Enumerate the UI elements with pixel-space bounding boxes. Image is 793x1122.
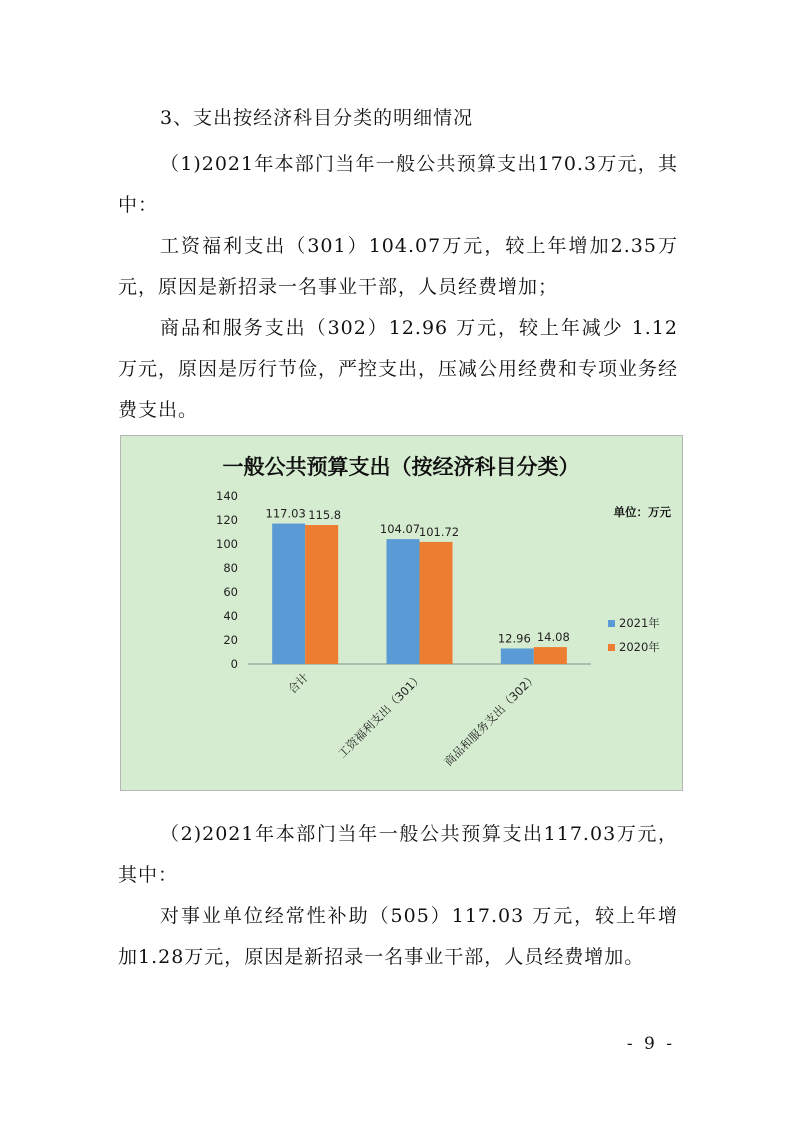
y-tick-label: 100 [216, 537, 238, 551]
paragraph-subsidy: 对事业单位经常性补助（505）117.03 万元，较上年增加1.28万元，原因是新招录一名事业干部，人员经费增加。 [118, 905, 678, 968]
category-label: 商品和服务支出（302） [441, 670, 540, 769]
bar-2021-0 [272, 524, 305, 664]
y-tick-label: 40 [223, 609, 238, 623]
bar-value-label: 115.8 [308, 508, 342, 523]
category-label: 合计 [285, 670, 312, 697]
legend-swatch-2021 [608, 620, 615, 627]
legend-label: 2021年 [619, 616, 660, 630]
bar-2021-1 [387, 539, 420, 664]
section-heading: 3、支出按经济科目分类的明细情况 [160, 107, 474, 129]
y-tick-label: 20 [223, 633, 238, 647]
paragraph-total-expenditure: （1)2021年本部门当年一般公共预算支出170.3万元，其中： [118, 153, 678, 216]
bar-value-label: 101.72 [418, 524, 460, 539]
paragraph-total-expenditure-2: （2)2021年本部门当年一般公共预算支出117.03万元，其中： [118, 823, 678, 886]
bar-value-label: 104.07 [379, 522, 421, 537]
paragraph-goods-services: 商品和服务支出（302）12.96 万元，较上年减少 1.12 万元，原因是厉行节俭，严控支出，压减公用经费和专项业务经费支出。 [118, 317, 679, 421]
y-tick-label: 80 [223, 561, 238, 575]
page-number: - 9 - [626, 1034, 675, 1054]
bar-2020-1 [420, 542, 453, 664]
y-tick-label: 60 [223, 585, 238, 599]
legend-swatch-2020 [608, 644, 615, 651]
paragraph-wages-welfare: 工资福利支出（301）104.07万元，较上年增加2.35万元，原因是新招录一名事业干部，人员经费增加； [118, 235, 678, 298]
legend-label: 2020年 [619, 640, 660, 654]
bar-2021-2 [501, 648, 534, 664]
category-label: 工资福利支出（301） [335, 670, 426, 761]
bar-2020-2 [534, 647, 567, 664]
chart-title: 一般公共预算支出（按经济科目分类） [222, 455, 580, 479]
y-tick-label: 0 [230, 657, 238, 671]
y-tick-label: 120 [216, 513, 238, 527]
bar-value-label: 12.96 [497, 631, 531, 646]
bar-value-label: 14.08 [536, 630, 570, 645]
bar-value-label: 117.03 [265, 506, 306, 521]
bar-2020-0 [305, 525, 338, 664]
chart-unit-label: 单位：万元 [613, 505, 671, 519]
y-tick-label: 140 [216, 489, 238, 503]
bar-chart [120, 435, 683, 791]
